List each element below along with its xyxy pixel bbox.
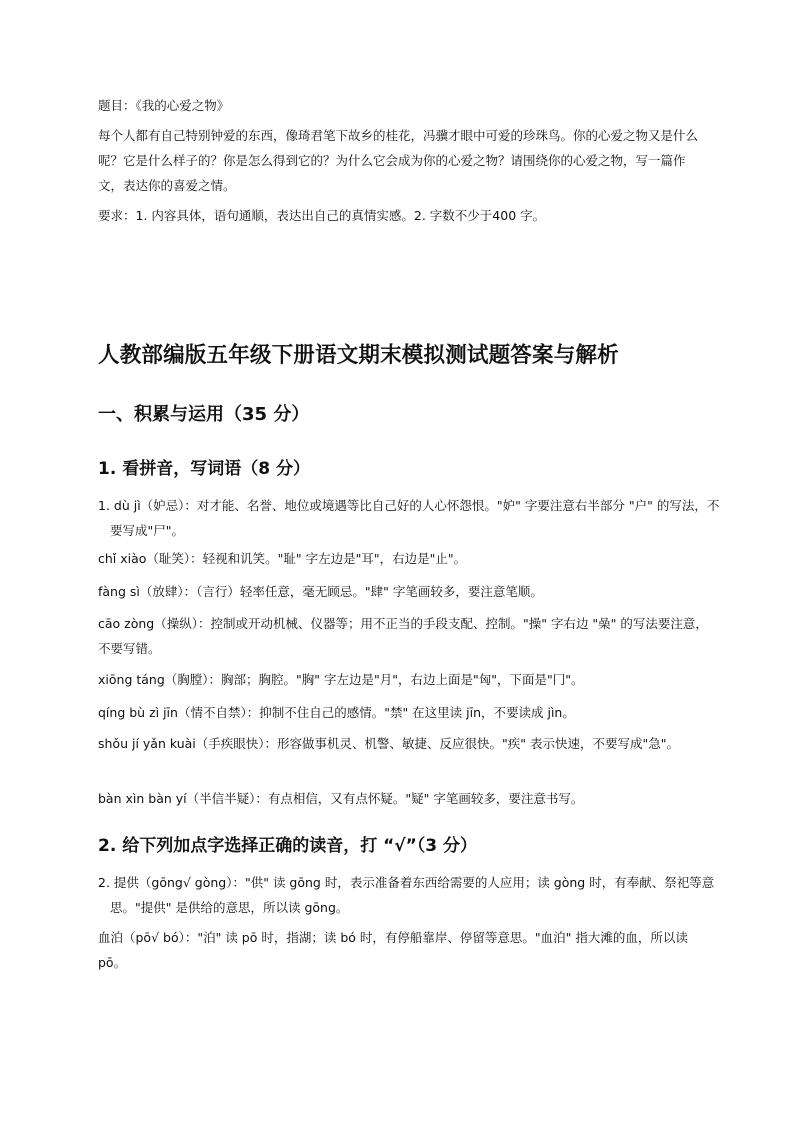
q1-entry: chǐ xiào（耻笑）：轻视和讥笑。"耻" 字左边是"耳"，右边是"止"。 xyxy=(98,551,467,566)
section-title: 一、积累与运用（35 分） xyxy=(98,404,310,425)
q2-entry: 血泊（pō√ bó）："泊" 读 pō 时，指湖；读 bó 时，有停船靠岸、停留等意思。"血泊" 指大滩的血，所以读 pō。 xyxy=(98,930,688,970)
essay-requirements: 要求：1. 内容具体，语句通顺，表达出自己的真情实感。2. 字数不少于400 字。 xyxy=(98,208,546,223)
q1-entry: cāo zòng（操纵）：控制或开动机械、仪器等；用不正当的手段支配、控制。"操" 字右边 "喿" 的写法要注意，不要写错。 xyxy=(98,616,708,656)
q1-entry: qíng bù zì jīn（情不自禁）：抑制不住自己的感情。"禁" 在这里读 jīn，不要读成 jìn。 xyxy=(98,705,575,720)
q1-entry: shǒu jí yǎn kuài（手疾眼快）：形容做事机灵、机警、敏捷、反应很快。"疾" 表示快速，不要写成"急"。 xyxy=(98,736,679,751)
q1-entry: xiōng táng（胸膛）：胸部；胸腔。"胸" 字左边是"月"，右边上面是"匈"，下面是"冂"。 xyxy=(98,672,584,687)
q1-entry: fàng sì（放肆）：（言行）轻率任意，毫无顾忌。"肆" 字笔画较多，要注意笔顺。 xyxy=(98,584,543,599)
essay-prompt: 每个人都有自己特别钟爱的东西，像琦君笔下故乡的桂花，冯骥才眼中可爱的珍珠鸟。你的心爱之物又是什么呢？它是什么样子的？你是怎么得到它的？为什么它会成为你的心爱之物？请围绕你的心爱之物，写一篇作文，表达你的喜爱之情。 xyxy=(98,128,699,193)
question-2-title: 2. 给下列加点字选择正确的读音，打 “√”（3 分） xyxy=(98,836,478,856)
answer-title: 人教部编版五年级下册语文期末模拟测试题答案与解析 xyxy=(98,343,619,368)
q1-entry: 1. dù jì（妒忌）：对才能、名誉、地位或境遇等比自己好的人心怀怨恨。"妒" 字要注意右半部分 "户" 的写法，不要写成"尸"。 xyxy=(98,498,720,538)
essay-topic: 题目：《我的心爱之物》 xyxy=(98,98,230,113)
question-1-title: 1. 看拼音，写词语（8 分） xyxy=(98,459,310,479)
q2-entry: 2. 提供（gōng√ gòng）："供" 读 gōng 时，表示准备着东西给需要的人应用；读 gòng 时，有奉献、祭祀等意思。"提供" 是供给的意思，所以读 gōng。 xyxy=(98,875,715,915)
q1-entry: bàn xìn bàn yí（半信半疑）：有点相信，又有点怀疑。"疑" 字笔画较多，要注意书写。 xyxy=(98,791,584,806)
